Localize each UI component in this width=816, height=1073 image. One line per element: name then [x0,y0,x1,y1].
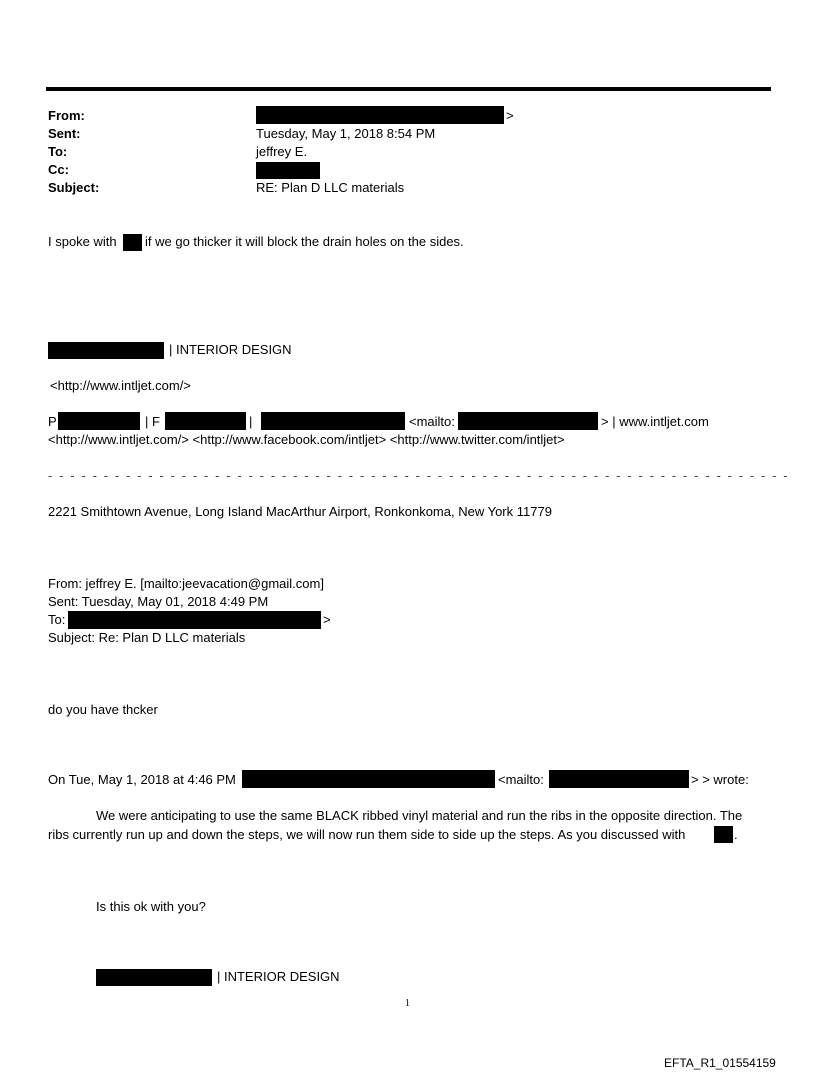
contact-pipe: | [249,414,253,429]
redaction-quote-sender [242,770,495,788]
redaction-mailto [458,412,598,430]
contact-website: > | www.intljet.com [601,414,709,429]
sent-label: Sent: [48,126,81,141]
forward-to-label: To: [48,612,66,627]
quote-paragraph-line2: ribs currently run up and down the steps, we will now run them side to side up the steps. As you discussed with [48,827,686,842]
quote-wrote: > > wrote: [691,772,749,787]
document-id: EFTA_R1_01554159 [664,1056,776,1070]
redaction-signature-name [48,342,164,359]
signature-title: | INTERIOR DESIGN [169,342,292,357]
redaction-email [261,412,405,430]
cc-label: Cc: [48,162,69,177]
redaction-quote-mailto [549,770,689,788]
quote-paragraph-line1: We were anticipating to use the same BLACK ribbed vinyl material and run the ribs in the opposite direction. The [96,808,743,823]
quote-question: Is this ok with you? [96,899,206,914]
quote-signature-title: | INTERIOR DESIGN [217,969,340,984]
sent-value: Tuesday, May 1, 2018 8:54 PM [256,126,436,141]
contact-phone-label: P [48,414,57,429]
quote-intro: On Tue, May 1, 2018 at 4:46 PM [48,772,236,787]
header-rule [46,87,771,91]
page-number: 1 [405,998,410,1009]
redaction-cc [256,162,320,179]
quote-paragraph-period: . [734,827,738,842]
redaction-phone [58,412,140,430]
forward-from: From: jeffrey E. [mailto:jeevacation@gmail.com] [48,576,324,591]
to-label: To: [48,144,68,159]
from-label: From: [48,108,85,123]
reply-text: do you have thcker [48,702,158,717]
social-links: <http://www.intljet.com/> <http://www.facebook.com/intljet> <http://www.twitter.com/intljet> [48,432,565,447]
forward-to-suffix: > [323,612,331,627]
forward-sent: Sent: Tuesday, May 01, 2018 4:49 PM [48,594,269,609]
website-url: <http://www.intljet.com/> [50,378,191,393]
redaction-name-2 [714,826,733,843]
from-suffix: > [506,108,514,123]
to-value: jeffrey E. [256,144,308,159]
body-line1-end: if we go thicker it will block the drain holes on the sides. [145,234,464,249]
redaction-name-1 [123,234,142,251]
redaction-forward-to [68,611,321,629]
redaction-fax [165,412,246,430]
quote-mailto: <mailto: [498,772,544,787]
contact-mailto: <mailto: [409,414,455,429]
subject-value: RE: Plan D LLC materials [256,180,405,195]
body-line1-start: I spoke with [48,234,117,249]
contact-fax-label: | F [145,414,160,429]
forward-subject: Subject: Re: Plan D LLC materials [48,630,246,645]
separator-dashes: - - - - - - - - - - - - - - - - - - - - - - - - - - - - - - - - - - - - - - - - - - - - - - - - - - - - - - - - - - - - - - - - - - - [48,468,790,483]
subject-label: Subject: [48,180,100,195]
redaction-from [256,106,504,124]
address: 2221 Smithtown Avenue, Long Island MacArthur Airport, Ronkonkoma, New York 11779 [48,504,552,519]
redaction-quote-signature [96,969,212,986]
